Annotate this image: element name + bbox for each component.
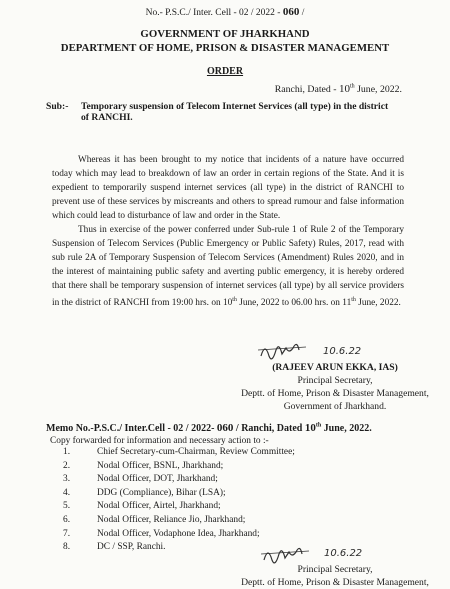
signatory-name: (RAJEEV ARUN EKKA, IAS) xyxy=(272,362,398,373)
department-name: DEPARTMENT OF HOME, PRISON & DISASTER MANAGEMENT xyxy=(60,42,390,54)
signature-block-2 xyxy=(230,563,440,589)
memo-month-year: June, 2022. xyxy=(323,423,372,434)
list-item-text: Nodal Officer, BSNL, Jharkhand; xyxy=(97,460,224,471)
list-item-number: 7. xyxy=(63,528,71,539)
paragraph-2-part-c: June, 2022. xyxy=(355,298,401,309)
date-month-year: June, 2022. xyxy=(357,84,402,95)
list-item xyxy=(63,460,295,474)
signature-2-date: 10.6.22 xyxy=(324,548,363,559)
memo-middle: / Ranchi, Dated xyxy=(235,423,303,434)
signature-1-date: 10.6.22 xyxy=(323,346,362,357)
signatory-department: Deptt. of Home, Prison & Disaster Management, xyxy=(241,388,429,399)
subject-line xyxy=(46,101,396,123)
list-item-text: Chief Secretary-cum-Chairman, Review Committee; xyxy=(97,447,295,457)
document-title: ORDER xyxy=(206,66,244,77)
memo-prefix: Memo No.-P.S.C./ Inter.Cell - 02 / 2022- xyxy=(46,423,215,434)
paragraph-1-text: Whereas it has been brought to my notice that incidents of a nature have occurred today which may lead to breakdown of law an order in certain regions of the State. And it is expedient to temporarily suspend internet services (all type) in the district of RANCHI to prevent use of these services by miscreants and others to spread rumour and false information which could lead to disturbance of law and order in the State. xyxy=(52,155,404,221)
list-item-number: 3. xyxy=(63,474,71,485)
date-prefix: Ranchi, Dated - xyxy=(274,84,337,95)
memo-line xyxy=(46,422,372,434)
body-paragraph-2 xyxy=(52,223,404,310)
list-item-number: 8. xyxy=(63,542,71,553)
list-item-text: Nodal Officer, Airtel, Jharkhand; xyxy=(97,501,221,512)
list-item xyxy=(63,446,295,460)
date-suffix: th xyxy=(349,83,355,90)
signatory-title: Principal Secretary, xyxy=(297,375,373,386)
signature-block-1 xyxy=(230,361,440,413)
list-item-number: 5. xyxy=(63,501,71,512)
paragraph-2-part-b: June, 2022 to 06.00 hrs. on 11 xyxy=(236,298,352,309)
list-item-text: Nodal Officer, Reliance Jio, Jharkhand; xyxy=(97,514,246,525)
reference-suffix: / xyxy=(301,8,305,18)
list-item-text: Nodal Officer, Vodaphone Idea, Jharkhand; xyxy=(97,528,260,539)
paragraph-2-text xyxy=(52,223,404,310)
list-item-number: 6. xyxy=(63,514,71,525)
reference-prefix: No.- P.S.C./ Inter. Cell - 02 / 2022 - xyxy=(145,8,281,18)
list-item xyxy=(63,500,295,514)
subject-text: Temporary suspension of Telecom Internet Services (all type) in the district of RANCHI. xyxy=(81,101,389,123)
date-day: 10 xyxy=(338,83,350,95)
list-item-text: Nodal Officer, DOT, Jharkhand; xyxy=(97,474,218,485)
list-item xyxy=(63,514,295,528)
list-item xyxy=(63,473,295,487)
paragraph-2-sup-1: th xyxy=(232,297,237,303)
list-item-number: 1. xyxy=(63,447,71,457)
body-paragraph-1 xyxy=(52,153,404,223)
reference-number-value: 060 xyxy=(282,6,300,18)
memo-day: 10 xyxy=(304,422,316,434)
reference-number xyxy=(0,6,450,18)
list-item-text: DC / SSP, Ranchi. xyxy=(97,542,166,553)
order-date xyxy=(275,83,402,95)
signatory-2-title: Principal Secretary, xyxy=(297,564,373,575)
government-name: GOVERNMENT OF JHARKHAND xyxy=(140,28,310,40)
list-item-number: 4. xyxy=(63,487,71,498)
paragraph-2-sup-2: th xyxy=(351,297,356,303)
subject-label: Sub:- xyxy=(46,101,69,112)
copy-forwarded-line: Copy forwarded for information and necessary action to :- xyxy=(50,436,269,446)
memo-suffix: th xyxy=(315,422,322,429)
signatory-2-department: Deptt. of Home, Prison & Disaster Management, xyxy=(241,577,429,588)
letterhead xyxy=(0,27,450,55)
memo-number: 060 xyxy=(216,422,234,434)
signatory-government: Government of Jharkhand. xyxy=(283,401,387,412)
list-item-number: 2. xyxy=(63,460,71,471)
list-item xyxy=(63,487,295,501)
list-item-text: DDG (Compliance), Bihar (LSA); xyxy=(97,487,226,498)
recipient-list xyxy=(63,446,295,555)
paragraph-2-part-a: Thus in exercise of the power conferred under Sub-rule 1 of Rule 2 of the Temporary Suspension of Telecom Services (Public Emergency or Public Safety) Rules, 2017, read with sub rule 2A of Temporary Suspension of Telecom Services (Amendment) Rules 2020, and in the interest of maintaining public safety and averting public emergency, it is hereby ordered that there shall be temporary suspension of internet services (all type) by all service providers in the district of RANCHI from 19:00 hrs. on 10 xyxy=(52,225,404,309)
